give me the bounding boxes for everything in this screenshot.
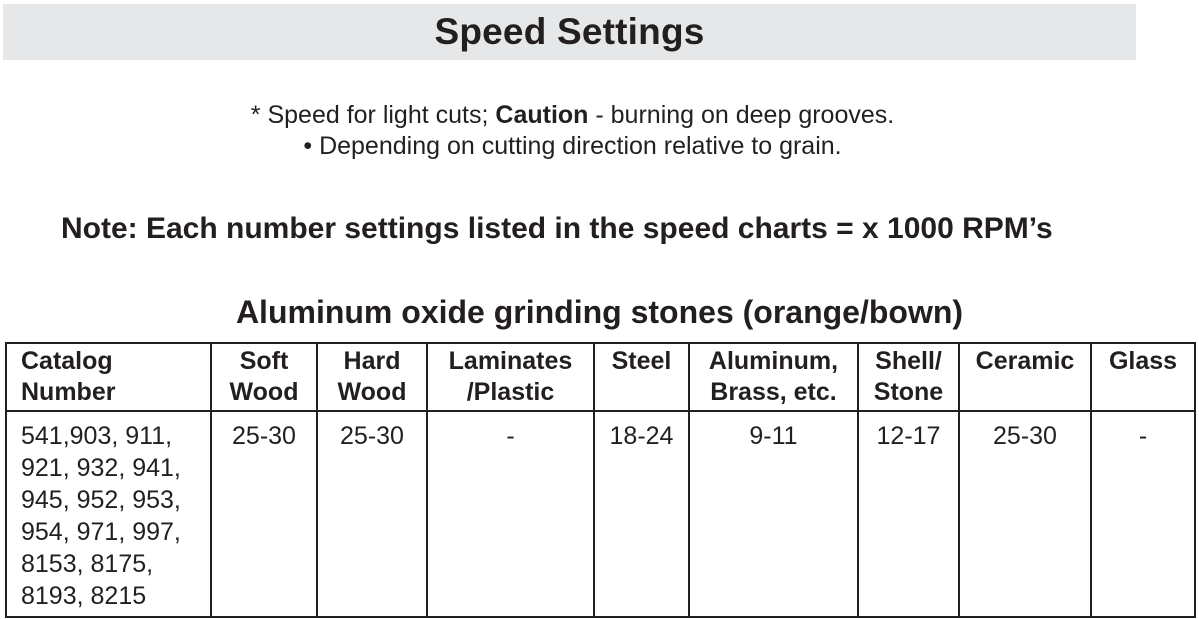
col-header-soft-wood [211,343,317,411]
catalog-line: 954, 971, 997, [21,518,181,546]
cell-aluminum-brass: 9-11 [689,411,858,617]
header-line: Hard [343,347,401,375]
catalog-line: 8153, 8175, [21,550,154,578]
header-line: Laminates [448,347,573,375]
rpm-note: Note: Each number settings listed in the speed charts = x 1000 RPM’s [61,212,1053,245]
cell-glass: - [1091,411,1195,617]
catalog-line: 541,903, 911, [21,422,173,450]
note-speed-text: * Speed for light cuts; [250,101,496,129]
catalog-line: 8193, 8215 [21,582,147,610]
header-line: Shell/ [875,347,942,375]
page-title: Speed Settings [434,11,705,52]
header-line: Catalog [21,347,113,375]
col-header-ceramic [959,343,1091,411]
table-row [6,411,1195,617]
cell-shell-stone: 12-17 [858,411,959,617]
note-grain-direction: • Depending on cutting direction relative to grain. [303,132,842,160]
header-line: /Plastic [466,378,555,406]
header-line: Brass, etc. [710,378,837,406]
cell-catalog-numbers [6,411,211,617]
notes [0,100,1145,162]
header-line: Number [21,378,116,406]
cell-hard-wood: 25-30 [317,411,427,617]
title-bar [3,4,1136,60]
col-header-laminates-plastic [427,343,594,411]
catalog-line: 945, 952, 953, [21,486,181,514]
cell-steel: 18-24 [594,411,689,617]
header-line: Stone [873,378,944,406]
cell-laminates-plastic: - [427,411,594,617]
col-header-steel [594,343,689,411]
header-line: Soft [239,347,289,375]
header-line: Ceramic [975,347,1075,375]
header-line: Aluminum, [708,347,839,375]
header-line: Steel [611,347,672,375]
header-line: Wood [337,378,407,406]
note-speed-caution [0,100,1145,131]
col-header-catalog-number [6,343,211,411]
col-header-hard-wood [317,343,427,411]
cell-ceramic: 25-30 [959,411,1091,617]
header-line: Wood [229,378,299,406]
speed-table [5,342,1196,618]
header-line: Glass [1108,347,1178,375]
col-header-glass [1091,343,1195,411]
cell-soft-wood: 25-30 [211,411,317,617]
catalog-line: 921, 932, 941, [21,454,181,482]
note-caution-text: - burning on deep grooves. [588,101,895,129]
col-header-shell-stone [858,343,959,411]
col-header-aluminum-brass [689,343,858,411]
caution-label: Caution [495,101,589,129]
table-header-row [6,343,1195,411]
section-title: Aluminum oxide grinding stones (orange/bown) [235,294,964,330]
